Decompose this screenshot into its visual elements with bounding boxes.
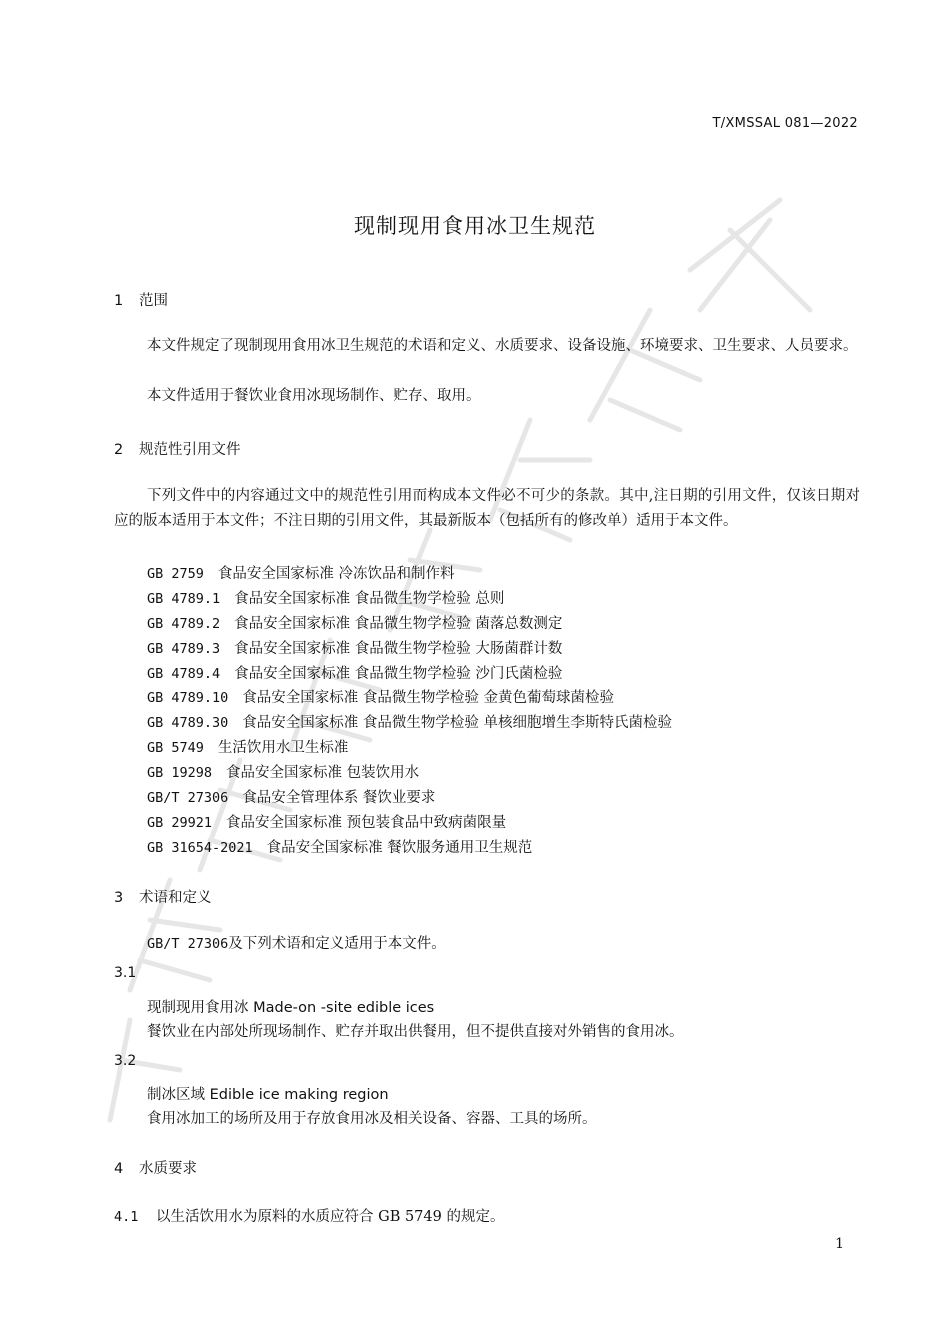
section-4-heading [114, 1157, 197, 1178]
term-definition: 餐饮业在内部处所现场制作、贮存并取出供餐用，但不提供直接对外销售的食用冰。 [147, 1024, 684, 1040]
section-number: 4 [114, 1161, 124, 1177]
reference-item: GB 4789.3 食品安全国家标准 食品微生物学检验 大肠菌群计数 [147, 641, 563, 657]
section-2-heading [114, 438, 241, 459]
section-2-paragraph: 下列文件中的内容通过文中的规范性引用而构成本文件必不可少的条款。其中,注日期的引用文件，仅该日期对应的版本适用于本文件；不注日期的引用文件，其最新版本（包括所有的修改单）适用于本文件。 [114, 488, 860, 529]
term-number: 3.2 [114, 1053, 137, 1069]
term-title: 制冰区域 Edible ice making region [147, 1087, 389, 1103]
reference-item: GB 2759 食品安全国家标准 冷冻饮品和制作料 [147, 566, 455, 582]
section-3-intro: GB/T 27306及下列术语和定义适用于本文件。 [147, 936, 446, 952]
reference-item: GB 4789.30 食品安全国家标准 食品微生物学检验 单核细胞增生李斯特氏菌检验 [147, 715, 672, 731]
section-number: 3 [114, 890, 124, 906]
reference-item: GB 19298 食品安全国家标准 包装饮用水 [147, 765, 420, 781]
document-number: T/XMSSAL 081—2022 [712, 116, 858, 131]
reference-item: GB/T 27306 食品安全管理体系 餐饮业要求 [147, 790, 436, 806]
section-number: 2 [114, 442, 124, 458]
reference-item: GB 4789.2 食品安全国家标准 食品微生物学检验 菌落总数测定 [147, 616, 563, 632]
reference-item: GB 4789.4 食品安全国家标准 食品微生物学检验 沙门氏菌检验 [147, 666, 563, 682]
page-number: 1 [835, 1236, 844, 1252]
requirement-4-1 [114, 1205, 504, 1226]
section-1-heading [114, 289, 168, 310]
reference-item: GB 31654-2021 食品安全国家标准 餐饮服务通用卫生规范 [147, 840, 533, 856]
reference-item: GB 29921 食品安全国家标准 预包装食品中致病菌限量 [147, 815, 507, 831]
section-title: 水质要求 [139, 1161, 197, 1177]
term-number: 3.1 [114, 965, 137, 981]
reference-item: GB 4789.1 食品安全国家标准 食品微生物学检验 总则 [147, 591, 505, 607]
requirement-text: 以生活饮用水为原料的水质应符合 GB 5749 的规定。 [156, 1209, 505, 1225]
term-definition: 食用冰加工的场所及用于存放食用冰及相关设备、容器、工具的场所。 [147, 1111, 597, 1127]
term-title: 现制现用食用冰 Made-on -site edible ices [147, 1000, 435, 1016]
section-title: 规范性引用文件 [139, 442, 241, 458]
section-1-paragraph-2: 本文件适用于餐饮业食用冰现场制作、贮存、取用。 [147, 388, 481, 404]
section-number: 1 [114, 293, 124, 309]
section-title: 范围 [139, 293, 168, 309]
reference-item: GB 5749 生活饮用水卫生标准 [147, 740, 349, 756]
section-1-paragraph-1: 本文件规定了现制现用食用冰卫生规范的术语和定义、水质要求、设备设施、环境要求、卫生要求、人员要求。 [147, 338, 858, 354]
reference-item: GB 4789.10 食品安全国家标准 食品微生物学检验 金黄色葡萄球菌检验 [147, 690, 614, 706]
document-title: 现制现用食用冰卫生规范 [354, 214, 596, 238]
section-3-heading [114, 886, 212, 907]
section-title: 术语和定义 [139, 890, 212, 906]
requirement-number: 4.1 [114, 1209, 139, 1225]
